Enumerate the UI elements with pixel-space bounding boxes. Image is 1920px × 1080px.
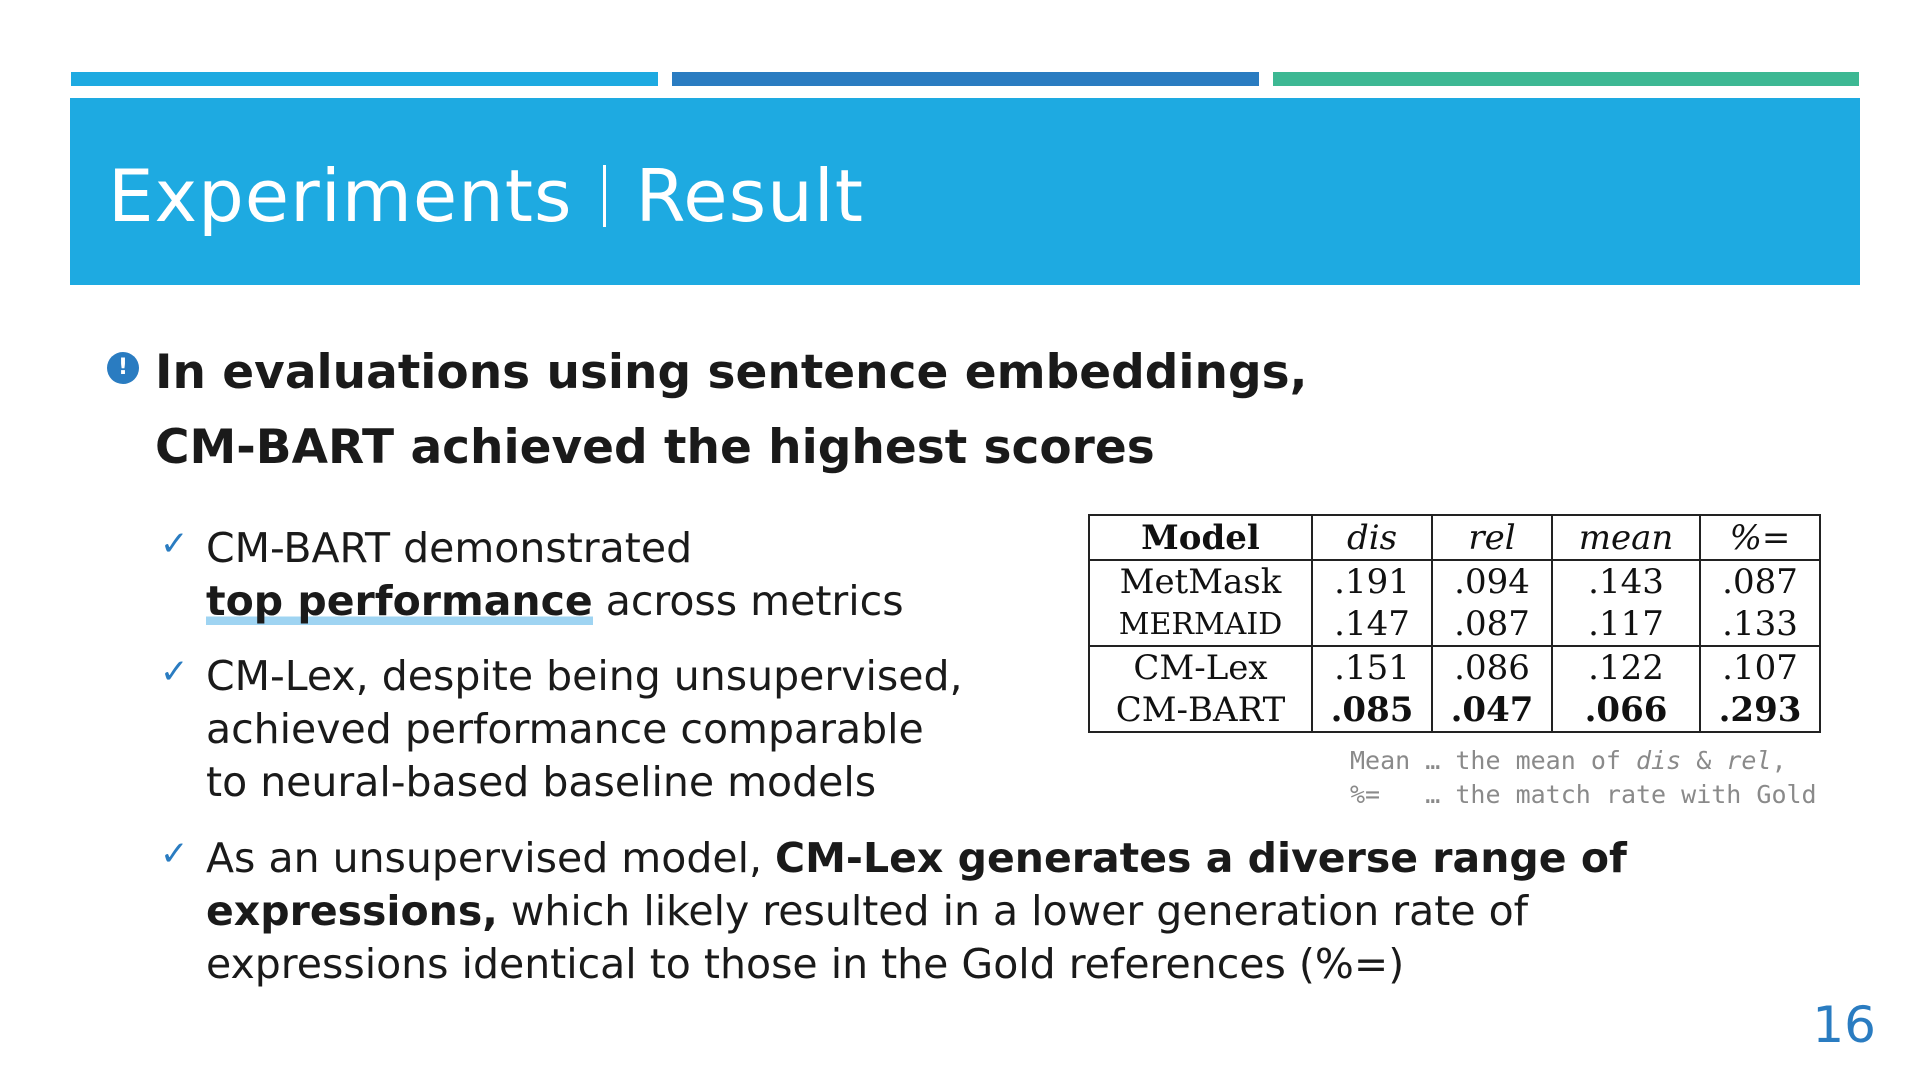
table-row [1089,603,1820,646]
bullet-3-lead: As an unsupervised model, [206,834,776,882]
checkmark-icon: ✓ [160,834,189,874]
cell-mean: .117 [1552,603,1700,646]
cell-dis: .147 [1312,603,1432,646]
table-row [1089,689,1820,732]
cell-model: MERMAID [1089,603,1312,646]
bullet-3 [206,832,1706,991]
legend-line-1 [1350,744,1817,778]
cell-rel-best: .047 [1432,689,1552,732]
checkmark-icon: ✓ [160,524,189,564]
exclamation-icon: ! [107,352,139,384]
bullet-2 [206,650,1056,809]
bullet-3-bold: CM-Lex generates a diverse range of expressions, [206,834,1627,935]
legend-sep: … [1410,746,1456,775]
header-model: Model [1089,515,1312,560]
header-match-rate: %= [1700,515,1820,560]
legend-dis: dis [1636,746,1682,775]
cell-match-rate: .133 [1700,603,1820,646]
headline [155,335,1455,485]
cell-match-rate: .107 [1700,646,1820,689]
bullet-1-tail: across metrics [592,577,904,625]
results-table [1088,514,1821,733]
cell-mean-best: .066 [1552,689,1700,732]
highlight-top-performance: top performance [206,577,593,625]
header-dis: dis [1312,515,1432,560]
cell-mean: .122 [1552,646,1700,689]
cell-model: CM-Lex [1089,646,1312,689]
cell-match-rate: .087 [1700,560,1820,603]
headline-line-1: In evaluations using sentence embeddings, [155,345,1308,400]
headline-line-2: CM-BART achieved the highest scores [155,420,1155,475]
cell-model: CM-BART [1089,689,1312,732]
legend-sep: … [1410,780,1456,809]
header-rel: rel [1432,515,1552,560]
cell-rel: .087 [1432,603,1552,646]
bullet-3-tail: which likely resulted in a lower generation rate of expressions identical to those in the Gold references (%=) [206,887,1529,988]
legend-line-2 [1350,778,1817,812]
accent-bar-green [1273,72,1859,86]
table-header-row [1089,515,1820,560]
cell-rel: .086 [1432,646,1552,689]
slide-title [108,156,864,236]
page-number: 16 [1812,996,1876,1054]
bullet-1-line-1: CM-BART demonstrated [206,524,693,572]
table-row [1089,560,1820,603]
header-mean: mean [1552,515,1700,560]
bullet-2-line-2: achieved performance comparable [206,705,924,753]
table-row [1089,646,1820,689]
bullet-1-line-2 [206,575,1056,628]
legend-key-mean: Mean [1350,746,1411,775]
bullet-1 [206,522,1056,628]
results-table-container [1088,514,1821,733]
cell-mean: .143 [1552,560,1700,603]
cell-match-rate-best: .293 [1700,689,1820,732]
cell-rel: .094 [1432,560,1552,603]
title-section: Experiments [108,154,573,238]
cell-dis-best: .085 [1312,689,1432,732]
legend-text: the match rate with Gold [1455,780,1817,809]
legend-key-match: %= [1350,780,1411,809]
title-subsection: Result [635,154,864,238]
legend-rel: rel [1726,746,1772,775]
bullet-2-line-1: CM-Lex, despite being unsupervised, [206,652,963,700]
bullet-2-line-3: to neural-based baseline models [206,758,877,806]
cell-dis: .151 [1312,646,1432,689]
table-legend [1350,744,1817,812]
checkmark-icon: ✓ [160,652,189,692]
title-separator [603,165,606,227]
legend-amp: & [1681,746,1727,775]
legend-comma: , [1771,746,1787,775]
accent-bar-dark-blue [672,72,1259,86]
cell-model: MetMask [1089,560,1312,603]
legend-text: the mean of [1455,746,1636,775]
title-band [70,98,1860,285]
cell-dis: .191 [1312,560,1432,603]
accent-bar-light-blue [71,72,658,86]
